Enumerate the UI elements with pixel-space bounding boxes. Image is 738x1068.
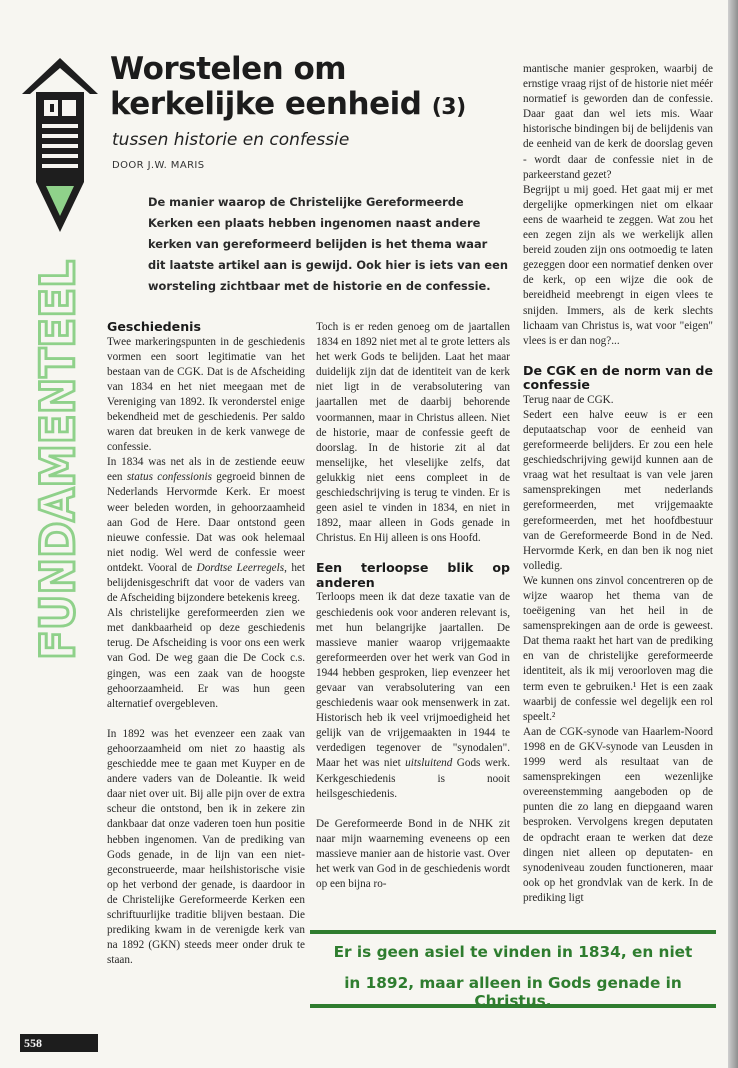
emphasis: Dordtse Leerregels xyxy=(196,561,285,574)
article-subtitle: tussen historie en confessie xyxy=(112,130,350,150)
column-3 xyxy=(523,62,713,906)
house-pencil-icon xyxy=(20,56,100,236)
emphasis: status confessionis xyxy=(126,471,212,484)
paragraph: Als christelijke gereformeerden zien we met dankbaarheid op deze geschiedenis terug. De Afscheiding is voor ons een werk van God. De weg gaan die De Cock c.s. gingen, was een zaak van de hoogste gehoorzaamheid. Er was hun geen alternatief overgebleven. xyxy=(107,607,305,710)
article-title xyxy=(110,52,510,125)
heading-geschiedenis: Geschiedenis xyxy=(107,319,201,334)
emphasis: uitsluitend xyxy=(405,757,453,770)
section-label-text: FUNDAMENTEEL xyxy=(31,255,86,660)
paragraph: Terloops meen ik dat deze taxatie van de geschiedenis ook voor anderen relevant is, met hun belangrijke jaartallen. De massieve manier waarop vrijgemaakte gereformeerden over het werk van God in 1944 hebben gesproken, liep evenzeer het gevaar van verabsolutering van een geschiedenis waar ook mensenwerk in zat. Historisch heb ik veel vrijmoedigheid het gelijk van de vrijgemaakten in 1944 te verdedigen tegenover de "synodalen". Maar het was niet uitsluitend Gods werk. Kerkgeschiedenis is nooit heilsgeschiedenis. xyxy=(316,591,510,800)
pull-quote-line-2: in 1892, maar alleen in Gods genade in Christus. xyxy=(344,974,682,1010)
page-number: 558 xyxy=(24,1036,42,1050)
article-title-main: Worstelen om kerkelijke eenheid xyxy=(110,51,422,122)
paragraph: In 1892 was het evenzeer een zaak van gehoorzaamheid om niet zo haastig als geschiedde mee te gaan met Kuyper en de andere vaders van de Doleantie. Ik weid daar niet over uit. Bij alle pijn over de extra scheur die ontstond, ben ik in zekere zin dankbaar dat onze vaderen toen hun positie hebben ingenomen. Van de prediking van Gods genade, in de lijn van een niet-geconstrueerde, maar heilshistorische visie op het verbond der genade, is daardoor in de Christelijke Gereformeerde Kerken een schriftuurlijke traditie blijven bestaan. Die prediking kwam in de verenigde kerk van na 1892 (GKN) steeds meer onder druk te staan. xyxy=(107,727,305,967)
column-1 xyxy=(107,320,305,968)
pull-quote-line-1: Er is geen asiel te vinden in 1834, en niet xyxy=(333,943,693,961)
paragraph: De Gereformeerde Bond in de NHK zit naar mijn waarneming eveneens op een massieve manier aan de historie vast. Over het werk van God in de geschiedenis wordt op een bijna ro- xyxy=(316,817,510,891)
heading-terloopse-blik: Een terloopse blik op anderen xyxy=(316,560,510,590)
paragraph: mantische manier gesproken, waarbij de ernstige vraag rijst of de historie niet méér normatief is geworden dan de confessie. Daar gaat dan wel iets mis. Waar historische bindingen bij de belijdenis van de eenheid van de kerk de doorslag geven - wordt daar de confessie niet in de parkeerstand gezet? xyxy=(523,63,713,181)
paragraph: Sedert een halve eeuw is er een deputaatschap voor de eenheid van gereformeerde belijders. Er zou een hele geschiedschrijving gewijd kunnen aan de vraag wat het resultaat is van vele jaren samensprekingen met nederlands gereformeerden, met vrijgemaakte gereformeerden, met het hoofdbestuur van de Gereformeerde Bond in de Ned. Hervormde Kerk, en dan ben ik nog niet volledig. xyxy=(523,408,713,572)
paragraph: Aan de CGK-synode van Haarlem-Noord 1998 en de GKV-synode van Leusden in 1999 werd als resultaat van de samensprekingen een wezenlijke overeenstemming aangeboden op de punten die zo lang en diepgaand waren besproken. Vervolgens kregen deputaten de opdracht eraan te werken dat deze dingen niet alleen op deputaten- en synodeniveau zouden functioneren, maar ook op het grondvlak van de kerk. In de prediking ligt xyxy=(523,725,713,904)
section-label xyxy=(28,255,88,665)
heading-cgk-confessie: De CGK en de norm van de confessie xyxy=(523,362,713,393)
byline: DOOR J.W. MARIS xyxy=(112,160,205,171)
paragraph: Toch is er reden genoeg om de jaartallen 1834 en 1892 niet met al te grote letters als het werk Gods te belijden. Laat het maar duidelijk zijn dat de identiteit van de kerk niet ligt in de verabsolutering van jaartallen met de daarbij behorende voormannen, maar in Christus alleen. Niet de historie, maar de confessie geeft de doorslag. In de historie zit al dat menselijke, het vleselijke zelfs, dat gelukkig niet eens compleet in de geschiedschrijving is terug te vinden. Er is geen asiel te vinden in 1834, en niet in 1892, maar alleen in Gods genade in Christus. En Hij alleen is ons Hoofd. xyxy=(316,321,510,545)
paragraph: In 1834 was net als in de zestiende eeuw een status confessionis gegroeid binnen de Nederlands Hervormde Kerk. Er moest weer beleden worden, in gehoorzaamheid aan God de Here. Daar ontstond geen nieuwe confessie. Dat was ook helemaal niet nodig. Wel werd de confessie weer ontdekt. Vooral de Dordtse Leerregels, het belijdenisgeschrift dat voor de vaders van de Afscheiding bijzondere betekenis kreeg. xyxy=(107,456,305,605)
article-title-number: (3) xyxy=(431,95,466,120)
paragraph: Terug naar de CGK. xyxy=(523,393,614,406)
intro-paragraph: De manier waarop de Christelijke Gereformeerde Kerken een plaats hebben ingenomen naast andere kerken van gereformeerd belijden is het thema waar dit laatste artikel aan is gewijd. Ook hier is iets van een worsteling zichtbaar met de historie en de confessie. xyxy=(148,195,508,293)
page-edge xyxy=(728,0,738,1068)
pull-quote xyxy=(310,930,716,1008)
paragraph: Twee markeringspunten in de geschiedenis vormen een soort legitimatie van het bestaan van de CGK. Dat is de Afscheiding van 1834 en het niet meegaan met de Vereniging van 1892. Ik veronderstel enige bekendheid met de geschiedenis. Per saldo waren dat breuken in de kerk vanwege de confessie. xyxy=(107,335,305,454)
paragraph: We kunnen ons zinvol concentreren op de wijze waarop het thema van de toeëigening van het heil in de samensprekingen aan de orde is geweest. Dat thema raakt het hart van de prediking en van de christelijke gereformeerde identiteit, als ik mij veroorloven mag die term even te gebruiken.¹ Het is een zaak waarbij de confessie wel degelijk een rol speelt.² xyxy=(523,574,713,723)
column-2 xyxy=(316,320,510,892)
paragraph: Begrijpt u mij goed. Het gaat mij er met dergelijke opmerkingen niet om elkaar eens de waarheid te zeggen. Wat zou het een zegen zijn als we werkelijk allen bereid zouden zijn ons ootmoedig te laten gezeggen door een normatief denken over de kerk, op een wijze die ook de bereidheid meebrengt in eigen vlees te snijden. Immers, als de kerk slechts lichaam van Christus is, wat voor "eigen" vlees is er dan nog?... xyxy=(523,183,713,347)
